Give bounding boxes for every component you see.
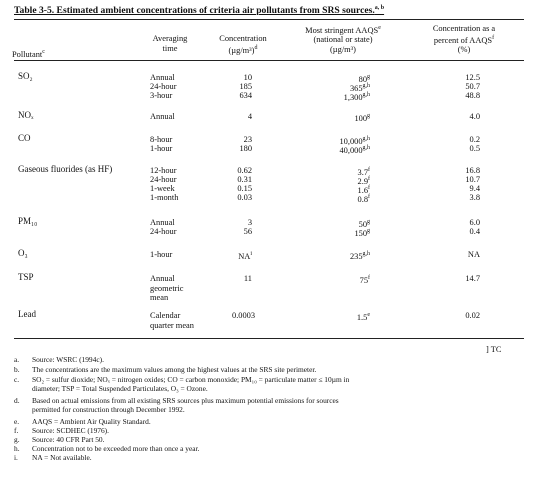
row-averaging-time: 1-month xyxy=(150,193,179,202)
row-averaging-time: 24-hour xyxy=(150,82,177,91)
header-averaging: Averaging time xyxy=(152,34,188,53)
footnote-text: The concentrations are the maximum values among the highest values at the SRS site perimeter. xyxy=(32,365,317,374)
row-pollutant: Gaseous fluorides (as HF) xyxy=(18,164,113,174)
row-concentration: 0.31 xyxy=(237,175,252,184)
footnote xyxy=(14,365,317,375)
footnote-text: Source: WSRC (1994c). xyxy=(32,355,104,364)
row-pollutant: Lead xyxy=(18,309,36,319)
table-header-rule xyxy=(14,60,524,61)
row-averaging-time: 12-hour xyxy=(150,166,177,175)
row-averaging-time: Calendar quarter mean xyxy=(150,311,194,330)
row-averaging-time: 3-hour xyxy=(150,91,173,100)
row-concentration: 10 xyxy=(243,73,252,82)
footnote-label: b. xyxy=(14,365,20,374)
row-percent: 0.2 xyxy=(469,135,480,144)
row-percent: 4.0 xyxy=(469,112,480,121)
footnote-label: f. xyxy=(14,426,19,435)
row-aaqs: 1.5e xyxy=(356,312,370,322)
row-percent: 3.8 xyxy=(469,193,480,202)
row-averaging-time: Annual geometric mean xyxy=(150,274,184,302)
header-aaqs: Most stringent AAQS$^e$ (national or state) (µg/m³) xyxy=(305,25,381,54)
row-aaqs: 3.7$^f$ xyxy=(357,167,370,177)
row-percent: 0.4 xyxy=(469,227,480,236)
row-concentration: 0.0003 xyxy=(232,311,256,320)
row-aaqs: 235$^{g,h}$ xyxy=(349,251,370,261)
row-concentration: 0.15 xyxy=(237,184,252,193)
row-averaging-time: 1-week xyxy=(150,184,175,193)
footnote xyxy=(14,375,350,393)
footnote-label: e. xyxy=(14,417,20,426)
table-caption xyxy=(14,5,384,16)
footnote-text: diameter; TSP = Total Suspended Particulates, O₃ = Ozone. xyxy=(32,384,208,393)
row-percent: 10.7 xyxy=(465,175,480,184)
footnote-text: permitted for construction through December 1992. xyxy=(32,405,185,414)
footnote-label: i. xyxy=(14,453,18,462)
row-percent: NA xyxy=(467,250,480,259)
footnote-label: a. xyxy=(14,355,20,364)
row-concentration: 3 xyxy=(247,218,252,227)
row-averaging-time: Annual xyxy=(150,218,175,227)
row-concentration: 11 xyxy=(243,274,252,283)
table-bottom-rule xyxy=(14,338,524,339)
row-percent: 9.4 xyxy=(469,184,480,193)
row-averaging-time: Annual xyxy=(150,73,175,82)
row-averaging-time: 8-hour xyxy=(150,135,173,144)
footnote-text: Concentration not to be exceeded more than once a year. xyxy=(32,444,200,453)
footnote xyxy=(14,355,104,365)
row-averaging-time: 24-hour xyxy=(150,175,177,184)
row-aaqs: 1,300$^{g,h}$ xyxy=(343,92,370,102)
row-aaqs: 0.8$^f$ xyxy=(357,194,370,204)
row-averaging-time: Annual xyxy=(150,112,175,121)
footnote-text: Source: SCDHEC (1976). xyxy=(32,426,109,435)
row-aaqs: 75$^f$ xyxy=(359,275,370,285)
row-concentration: $NA^i$ xyxy=(238,251,252,261)
row-averaging-time: 1-hour xyxy=(150,250,173,259)
row-concentration: 180 xyxy=(239,144,252,153)
table-caption-footnote-marker: a, b xyxy=(374,5,385,11)
row-percent: 0.5 xyxy=(469,144,480,153)
row-averaging-time: 1-hour xyxy=(150,144,173,153)
row-percent: 50.7 xyxy=(465,82,480,91)
row-percent: 12.5 xyxy=(465,73,480,82)
row-aaqs: 2.9$^f$ xyxy=(357,176,370,186)
row-percent: 0.02 xyxy=(465,311,480,320)
footnote xyxy=(14,396,339,414)
row-concentration: 0.62 xyxy=(237,166,252,175)
footnote-text: Based on actual emissions from all existing SRS sources plus maximum potential emissions for sources xyxy=(32,396,339,405)
row-concentration: 56 xyxy=(243,227,252,236)
row-aaqs: 80$^g$ xyxy=(358,74,370,84)
row-aaqs: 1.6$^f$ xyxy=(357,185,370,195)
row-pollutant: PM₁₀ xyxy=(18,216,38,226)
row-concentration: 23 xyxy=(243,135,252,144)
row-aaqs: 150$^g$ xyxy=(354,228,370,238)
row-aaqs: 365$^{g,h}$ xyxy=(349,83,370,93)
table-caption-text: Table 3-5. Estimated ambient concentrations of criteria air pollutants from SRS sources. xyxy=(14,5,375,17)
footnote-text: Source: 40 CFR Part 50. xyxy=(32,435,105,444)
footnote-text: NA = Not available. xyxy=(32,453,92,462)
header-pollutant: Pollutant$^c$ xyxy=(12,49,45,59)
footnote-text: AAQS = Ambient Air Quality Standard. xyxy=(32,417,151,426)
row-aaqs: 10,000$^{g,h}$ xyxy=(339,136,370,146)
row-concentration: 634 xyxy=(239,91,252,100)
row-pollutant: TSP xyxy=(18,272,34,282)
row-pollutant: O₃ xyxy=(18,248,28,258)
row-aaqs: 100$^g$ xyxy=(354,113,370,123)
row-aaqs: 50$^g$ xyxy=(358,219,370,229)
row-aaqs: 40,000$^{g,h}$ xyxy=(339,145,370,155)
footnote-label: g. xyxy=(14,435,20,444)
footnote-label: d. xyxy=(14,396,20,405)
row-concentration: 185 xyxy=(239,82,252,91)
row-percent: 16.8 xyxy=(465,166,480,175)
footnote-label: h. xyxy=(14,444,20,453)
table-top-rule xyxy=(14,19,524,20)
row-concentration: 0.03 xyxy=(237,193,252,202)
row-pollutant: CO xyxy=(18,133,31,143)
header-percent: Concentration as a percent of AAQS$^f$ (%) xyxy=(432,24,496,54)
footnote-text: SO₂ = sulfur dioxide; NOₓ = nitrogen oxides; CO = carbon monoxide; PM₁₀ = particulate matter ≤ 10µm in xyxy=(32,375,350,384)
row-percent: 14.7 xyxy=(465,274,480,283)
footnote-label: c. xyxy=(14,375,20,384)
row-pollutant: SO₂ xyxy=(18,71,33,81)
row-percent: 48.8 xyxy=(465,91,480,100)
row-pollutant: NOₓ xyxy=(18,110,34,120)
footnote xyxy=(14,453,92,463)
row-concentration: 4 xyxy=(247,112,252,121)
tc-margin-mark: ] TC xyxy=(486,345,502,354)
row-percent: 6.0 xyxy=(469,218,480,227)
row-averaging-time: 24-hour xyxy=(150,227,177,236)
header-concentration: Concentration $(\mu g/m^3)^d$ xyxy=(219,34,267,55)
